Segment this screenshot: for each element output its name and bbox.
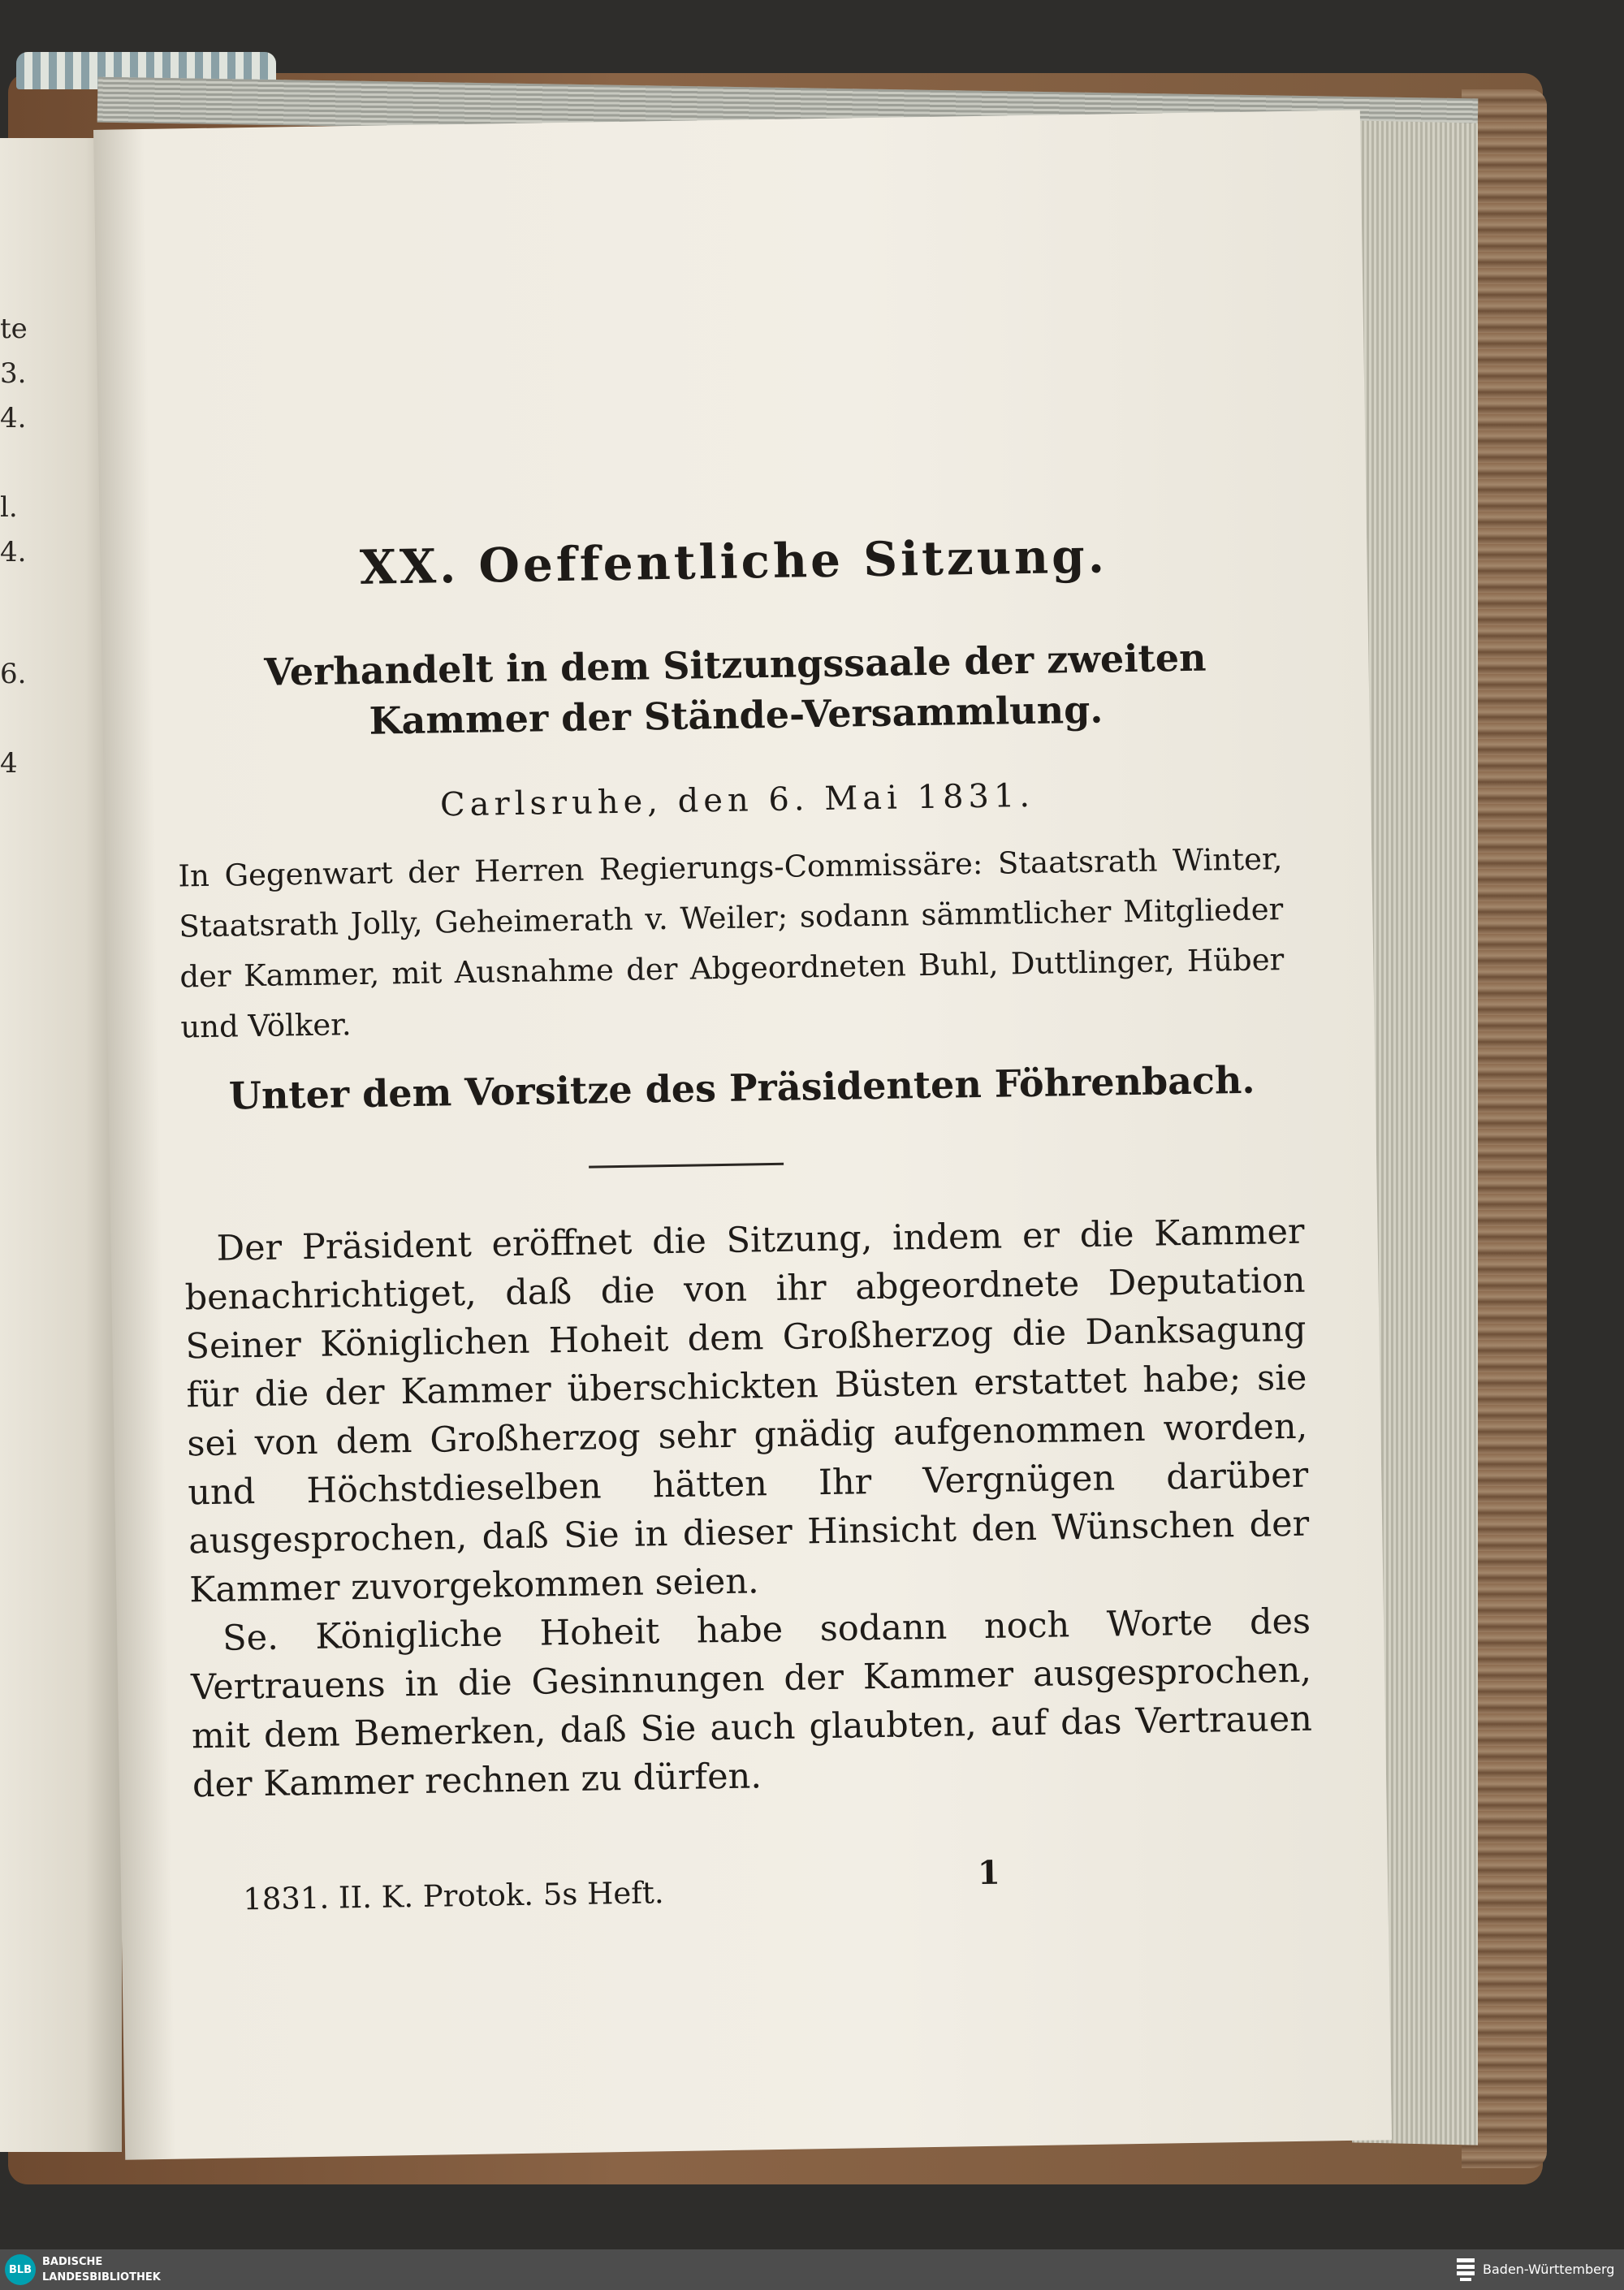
- library-name[interactable]: [42, 2254, 221, 2285]
- left-page-fragment: 6.: [0, 658, 27, 690]
- main-page: [93, 110, 1392, 2159]
- footer-bar: [0, 2249, 1624, 2290]
- blb-logo-icon[interactable]: BLB: [5, 2254, 36, 2285]
- body-paragraph: Se. Königliche Hoheit habe sodann noch Worte des Vertrauens in die Gesinnungen der Kammer ausgesprochen, mit dem Bemerken, daß Sie auch glaubten, auf das Vertrauen der Kammer rechnen zu dürfen.: [190, 1601, 1313, 1806]
- sheet-number: 1: [977, 1853, 1001, 1893]
- section-divider: [589, 1163, 784, 1169]
- left-page-fragment: 3.: [0, 357, 27, 390]
- baden-wuerttemberg-crest-icon[interactable]: [1455, 2257, 1476, 2283]
- session-dateline: Carlsruhe, den 6. Mai 1831.: [439, 776, 1035, 824]
- signature-line: 1831. II. K. Protok. 5s Heft.: [242, 1875, 664, 1917]
- body-paragraph: Der Präsident eröffnet die Sitzung, indem er die Kammer benachrichtiget, daß die von ihr abgeordnete Deputation Seiner Königlichen Hoheit dem Großherzog die Danksagung für die der Kammer überschickten Büsten erstattet habe; sie sei von dem Großherzog sehr gnädig aufgenommen worden, und Höchstdieselben hätten Ihr Vergnügen darüber ausgesprochen, daß Sie in dieser Hinsicht den Wünschen der Kammer zuvorgekommen seien.: [184, 1211, 1310, 1611]
- left-page-fragment: 4: [0, 747, 18, 780]
- left-page-fragment: te: [0, 313, 28, 345]
- page-content: [93, 110, 1392, 2159]
- session-heading: XX. Oeffentliche Sitzung.: [359, 528, 1108, 595]
- body-text: [184, 1208, 1313, 1810]
- left-page-fragment: 4.: [0, 536, 27, 568]
- left-page-fragment: l.: [0, 491, 18, 524]
- state-name[interactable]: Baden-Württemberg: [1483, 2262, 1615, 2277]
- library-name-line2: LANDESBIBLIOTHEK: [42, 2271, 161, 2284]
- session-subheading: Verhandelt in dem Sitzungssaale der zweiten Kammer der Stände-Versammlung.: [263, 635, 1207, 743]
- chair-line: Unter dem Vorsitze des Präsidenten Föhrenbach.: [228, 1057, 1255, 1118]
- presence-paragraph: In Gegenwart der Herren Regierungs-Commissäre: Staatsrath Winter, Staatsrath Jolly, Geheimerath v. Weiler; sodann sämmtlicher Mitglieder der Kammer, mit Ausnahme der Abgeordneten Buhl, Duttlinger, Hüber und Völker.: [178, 841, 1285, 1045]
- library-name-line1: BADISCHE: [42, 2256, 103, 2268]
- left-page-fragment: 4.: [0, 402, 27, 434]
